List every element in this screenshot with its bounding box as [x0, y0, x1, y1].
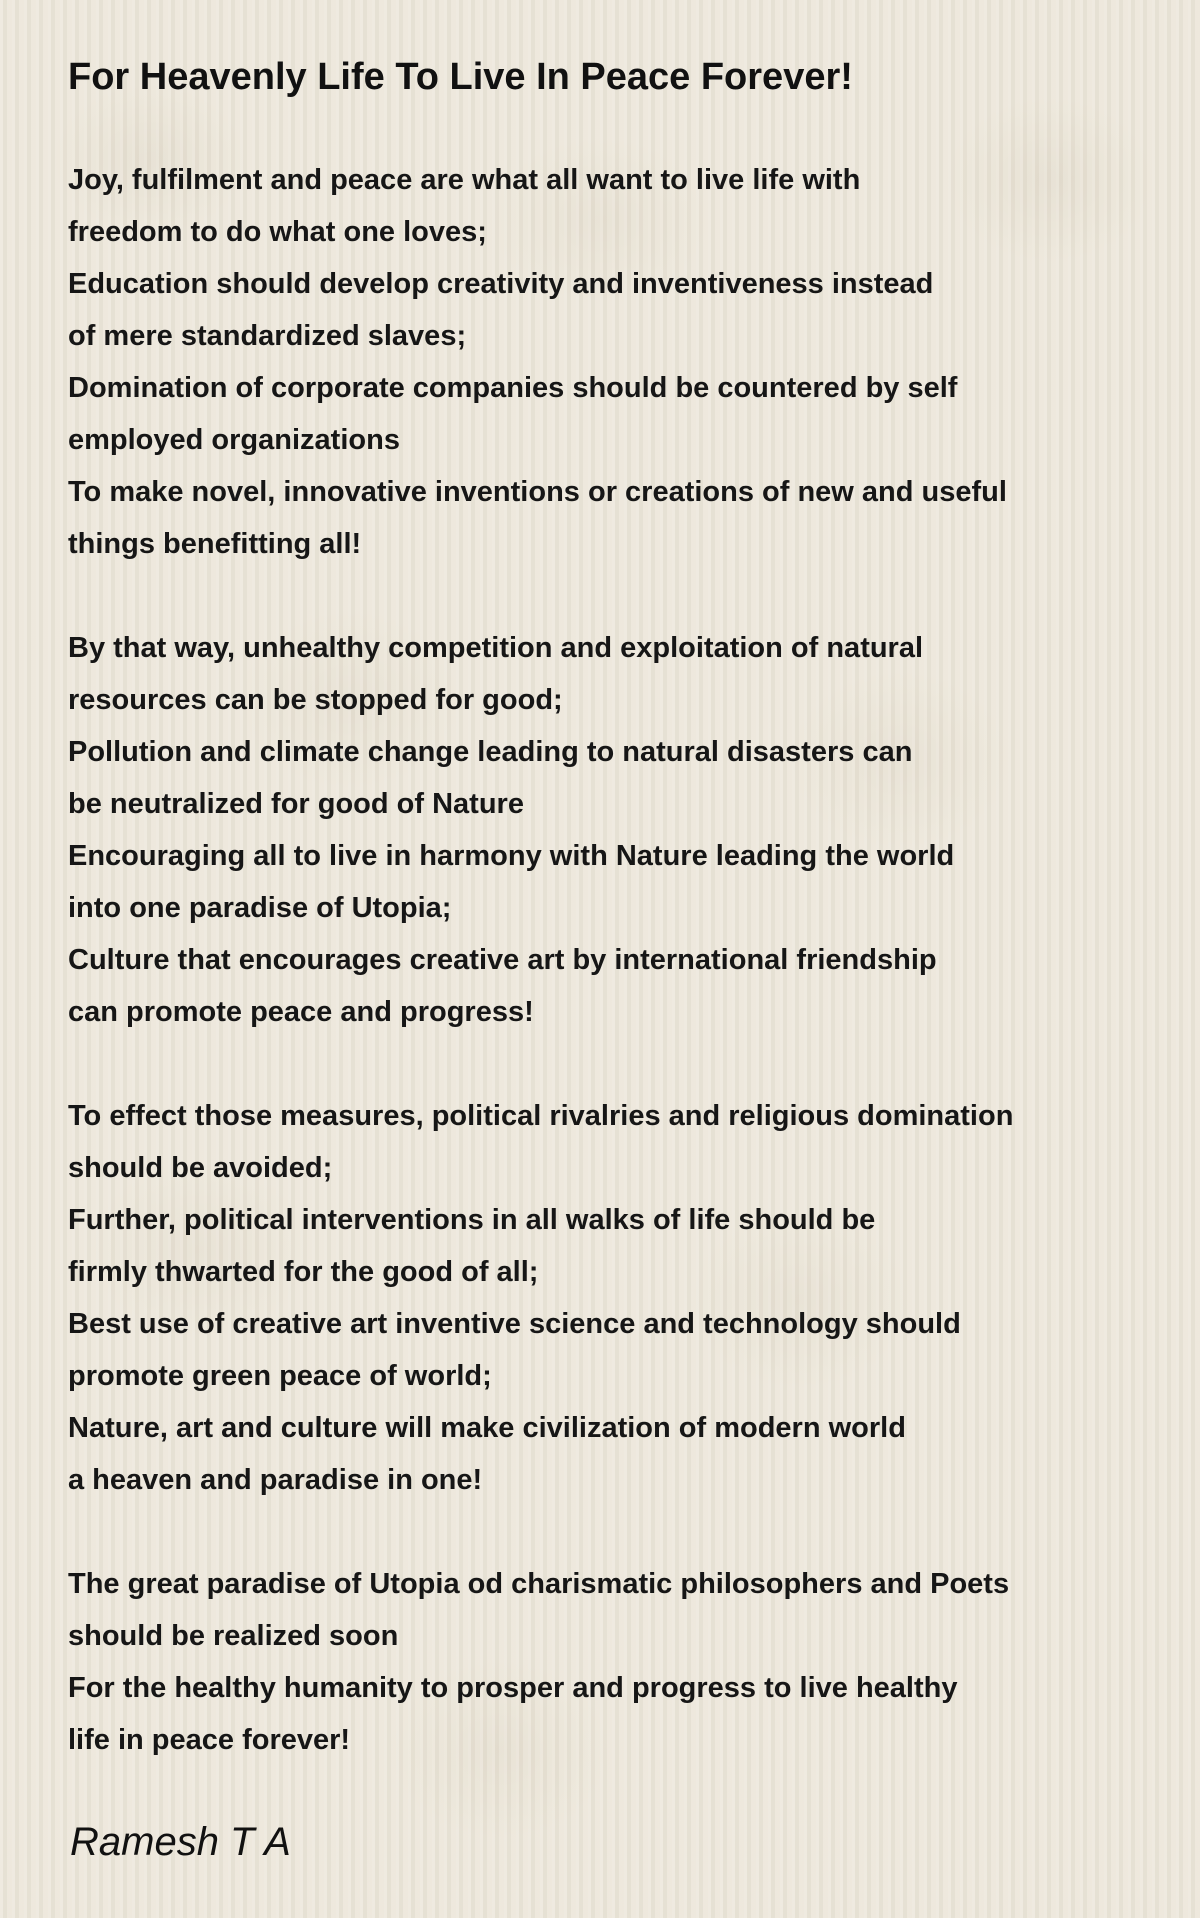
stanza	[68, 1558, 1168, 1766]
poem-line: Joy, fulfilment and peace are what all want to live life with	[68, 164, 861, 196]
poem-line: of mere standardized slaves;	[68, 320, 467, 352]
poem-line: By that way, unhealthy competition and exploitation of natural	[68, 632, 924, 664]
poem-line: Culture that encourages creative art by international friendship	[68, 944, 937, 976]
poem-line: Encouraging all to live in harmony with Nature leading the world	[68, 840, 955, 872]
stanza	[68, 622, 1168, 1038]
poem-line: promote green peace of world;	[68, 1360, 492, 1392]
poem-line: a heaven and paradise in one!	[68, 1464, 483, 1496]
poem-line: into one paradise of Utopia;	[68, 892, 452, 924]
poem-line: things benefitting all!	[68, 528, 362, 560]
poem-line: employed organizations	[68, 424, 400, 456]
poem-line: resources can be stopped for good;	[68, 684, 563, 716]
poem-line: The great paradise of Utopia od charismatic philosophers and Poets	[68, 1568, 1010, 1600]
poem-line: be neutralized for good of Nature	[68, 788, 524, 820]
poem-author: Ramesh T A	[70, 1820, 291, 1864]
poem-line: Nature, art and culture will make civilization of modern world	[68, 1412, 906, 1444]
poem-title: For Heavenly Life To Live In Peace Forever!	[68, 56, 853, 98]
poem-line: freedom to do what one loves;	[68, 216, 487, 248]
poem-line: life in peace forever!	[68, 1724, 351, 1756]
poem-line: Education should develop creativity and inventiveness instead	[68, 268, 934, 300]
poem-body	[68, 154, 1168, 1766]
poem-line: Pollution and climate change leading to natural disasters can	[68, 736, 913, 768]
poem-container	[68, 50, 1168, 1818]
poem-line: To make novel, innovative inventions or creations of new and useful	[68, 476, 1007, 508]
poem-line: should be realized soon	[68, 1620, 399, 1652]
poem-line: For the healthy humanity to prosper and progress to live healthy	[68, 1672, 958, 1704]
stanza	[68, 154, 1168, 570]
stanza	[68, 1090, 1168, 1506]
poem-line: can promote peace and progress!	[68, 996, 534, 1028]
poem-line: Best use of creative art inventive science and technology should	[68, 1308, 961, 1340]
poem-line: Domination of corporate companies should be countered by self	[68, 372, 958, 404]
poem-line: should be avoided;	[68, 1152, 333, 1184]
poem-line: Further, political interventions in all walks of life should be	[68, 1204, 876, 1236]
poem-line: To effect those measures, political rivalries and religious domination	[68, 1100, 1014, 1132]
poem-line: firmly thwarted for the good of all;	[68, 1256, 539, 1288]
